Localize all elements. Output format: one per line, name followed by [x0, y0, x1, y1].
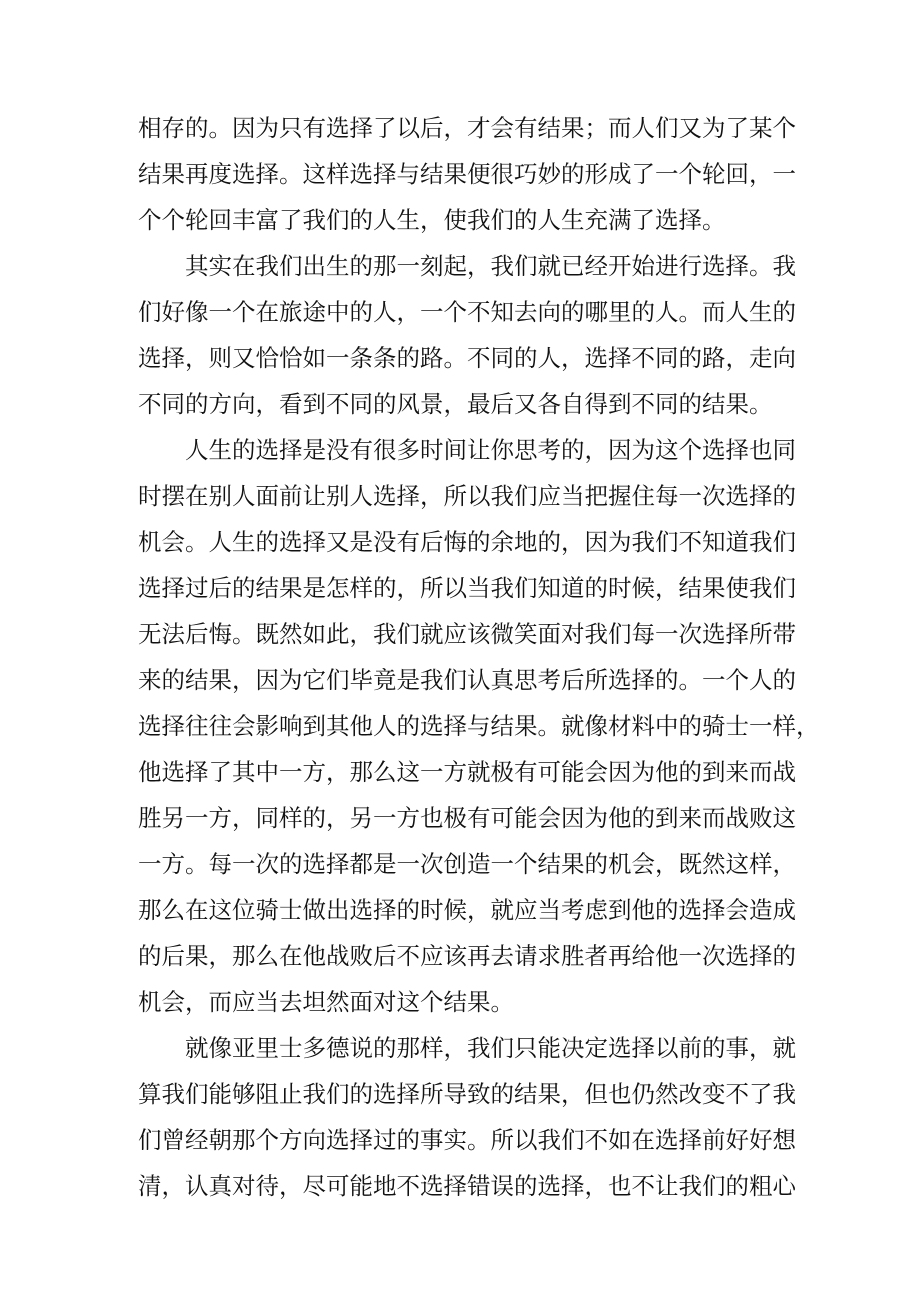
- essay-body: [138, 105, 820, 1209]
- text-line: 们好像一个在旅途中的人，一个不知去向的哪里的人。而人生的: [138, 298, 796, 326]
- paragraph-4: [138, 1025, 796, 1209]
- text-line: 他选择了其中一方，那么这一方就极有可能会因为他的到来而战: [138, 758, 796, 786]
- text-line: 清，认真对待，尽可能地不选择错误的选择，也不让我们的粗心: [138, 1172, 796, 1200]
- paragraph-1: [138, 105, 796, 243]
- text-line: 机会。人生的选择又是没有后悔的余地的，因为我们不知道我们: [138, 528, 796, 556]
- text-line: 结果再度选择。这样选择与结果便很巧妙的形成了一个轮回，一: [138, 160, 796, 188]
- text-line: 时摆在别人面前让别人选择，所以我们应当把握住每一次选择的: [138, 482, 796, 510]
- text-line: 选择，则又恰恰如一条条的路。不同的人，选择不同的路，走向: [138, 344, 796, 372]
- text-line: 们曾经朝那个方向选择过的事实。所以我们不如在选择前好好想: [138, 1126, 796, 1154]
- text-line: 相存的。因为只有选择了以后，才会有结果；而人们又为了某个: [138, 114, 796, 142]
- text-line: 机会，而应当去坦然面对这个结果。: [138, 988, 514, 1016]
- text-line: 选择过后的结果是怎样的，所以当我们知道的时候，结果使我们: [138, 574, 796, 602]
- text-line: 来的结果，因为它们毕竟是我们认真思考后所选择的。一个人的: [138, 666, 796, 694]
- text-line: 其实在我们出生的那一刻起，我们就已经开始进行选择。我: [185, 252, 796, 280]
- text-line: 无法后悔。既然如此，我们就应该微笑面对我们每一次选择所带: [138, 620, 796, 648]
- text-line: 那么在这位骑士做出选择的时候，就应当考虑到他的选择会造成: [138, 896, 796, 924]
- text-line: 就像亚里士多德说的那样，我们只能决定选择以前的事，就: [185, 1034, 796, 1062]
- text-line: 不同的方向，看到不同的风景，最后又各自得到不同的结果。: [138, 390, 773, 418]
- text-line: 胜另一方，同样的，另一方也极有可能会因为他的到来而战败这: [138, 804, 796, 832]
- paragraph-2: [138, 243, 796, 427]
- text-line: 个个轮回丰富了我们的人生，使我们的人生充满了选择。: [138, 206, 726, 234]
- text-line: 算我们能够阻止我们的选择所导致的结果，但也仍然改变不了我: [138, 1080, 796, 1108]
- text-line: 选择往往会影响到其他人的选择与结果。就像材料中的骑士一样，: [138, 712, 820, 740]
- text-line: 人生的选择是没有很多时间让你思考的，因为这个选择也同: [185, 436, 796, 464]
- text-line: 的后果，那么在他战败后不应该再去请求胜者再给他一次选择的: [138, 942, 796, 970]
- text-line: 一方。每一次的选择都是一次创造一个结果的机会，既然这样，: [138, 850, 796, 878]
- paragraph-3: [138, 427, 820, 1025]
